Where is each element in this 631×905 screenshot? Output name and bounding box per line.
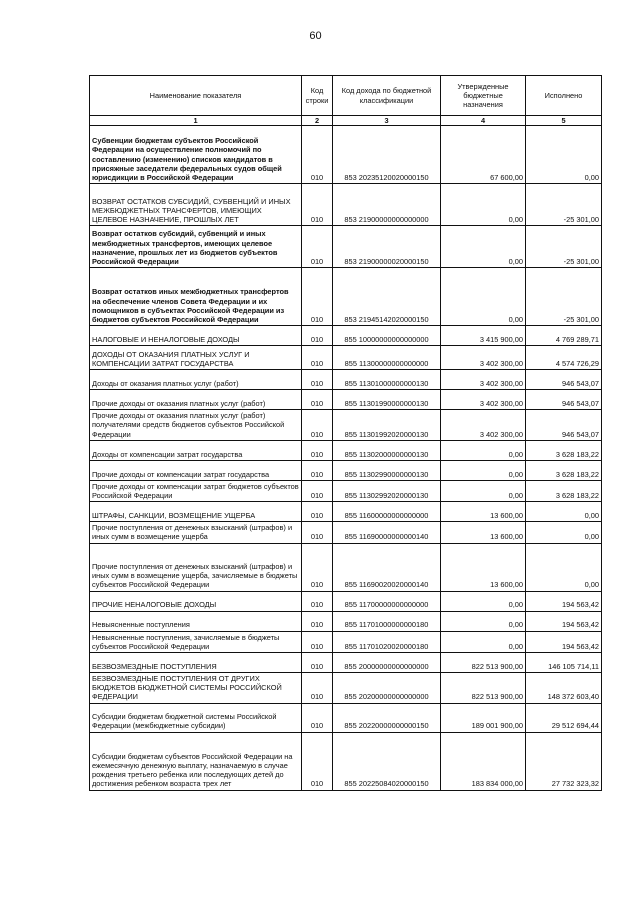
table-row (90, 732, 602, 790)
row-executed-amount: -25 301,00 (526, 184, 602, 226)
column-number: 5 (526, 116, 602, 126)
row-approved-amount: 3 402 300,00 (441, 370, 526, 390)
row-classification-code: 855 11301000000000130 (333, 370, 441, 390)
row-line-code: 010 (302, 346, 333, 370)
table-row (90, 591, 602, 611)
table-row (90, 480, 602, 501)
row-approved-amount: 0,00 (441, 591, 526, 611)
table-row (90, 522, 602, 543)
row-line-code: 010 (302, 653, 333, 673)
row-approved-amount: 3 402 300,00 (441, 410, 526, 441)
row-indicator-name: НАЛОГОВЫЕ И НЕНАЛОГОВЫЕ ДОХОДЫ (90, 326, 302, 346)
row-classification-code: 853 20235120020000150 (333, 126, 441, 184)
row-classification-code: 855 20220000000000150 (333, 703, 441, 732)
table-row (90, 370, 602, 390)
row-indicator-name: Возврат остатков субсидий, субвенций и иных межбюджетных трансфертов, имеющих целевое назначение, прошлых лет из бюджетов субъектов Российской Федерации (90, 226, 302, 268)
row-approved-amount: 0,00 (441, 440, 526, 460)
row-indicator-name: Прочие доходы от компенсации затрат государства (90, 460, 302, 480)
row-indicator-name: Невыясненные поступления (90, 611, 302, 631)
row-approved-amount: 13 600,00 (441, 543, 526, 591)
row-line-code: 010 (302, 440, 333, 460)
row-executed-amount: 146 105 714,11 (526, 653, 602, 673)
row-approved-amount: 0,00 (441, 460, 526, 480)
header-approved-amount: Утвержденные бюджетные назначения (441, 76, 526, 116)
row-executed-amount: 946 543,07 (526, 410, 602, 441)
row-line-code: 010 (302, 370, 333, 390)
row-classification-code: 855 11701020020000180 (333, 631, 441, 652)
row-executed-amount: 148 372 603,40 (526, 673, 602, 704)
row-executed-amount: 0,00 (526, 522, 602, 543)
row-line-code: 010 (302, 591, 333, 611)
row-indicator-name: ШТРАФЫ, САНКЦИИ, ВОЗМЕЩЕНИЕ УЩЕРБА (90, 502, 302, 522)
row-approved-amount: 13 600,00 (441, 522, 526, 543)
row-line-code: 010 (302, 522, 333, 543)
row-indicator-name: Субсидии бюджетам бюджетной системы Российской Федерации (межбюджетные субсидии) (90, 703, 302, 732)
row-approved-amount: 822 513 900,00 (441, 673, 526, 704)
row-classification-code: 855 11700000000000000 (333, 591, 441, 611)
row-line-code: 010 (302, 268, 333, 326)
row-line-code: 010 (302, 631, 333, 652)
row-executed-amount: 194 563,42 (526, 631, 602, 652)
row-line-code: 010 (302, 611, 333, 631)
row-classification-code: 853 21900000000000000 (333, 184, 441, 226)
row-indicator-name: Прочие доходы от компенсации затрат бюджетов субъектов Российской Федерации (90, 480, 302, 501)
row-line-code: 010 (302, 732, 333, 790)
row-indicator-name: Прочие доходы от оказания платных услуг (работ) (90, 390, 302, 410)
row-line-code: 010 (302, 703, 333, 732)
row-executed-amount: 194 563,42 (526, 611, 602, 631)
row-approved-amount: 189 001 900,00 (441, 703, 526, 732)
row-classification-code: 855 10000000000000000 (333, 326, 441, 346)
row-approved-amount: 822 513 900,00 (441, 653, 526, 673)
row-line-code: 010 (302, 480, 333, 501)
table-row (90, 390, 602, 410)
row-executed-amount: 29 512 694,44 (526, 703, 602, 732)
table-row (90, 440, 602, 460)
row-line-code: 010 (302, 502, 333, 522)
table-row (90, 126, 602, 184)
header-indicator-name: Наименование показателя (90, 76, 302, 116)
table-row (90, 410, 602, 441)
row-indicator-name: ПРОЧИЕ НЕНАЛОГОВЫЕ ДОХОДЫ (90, 591, 302, 611)
row-classification-code: 855 20200000000000000 (333, 673, 441, 704)
row-indicator-name: Субвенции бюджетам субъектов Российской Федерации на осуществление полномочий по составлению (изменению) списков кандидатов в присяжные заседатели федеральных судов общей юрисдикции в Российской Федерации (90, 126, 302, 184)
row-executed-amount: 4 769 289,71 (526, 326, 602, 346)
row-executed-amount: 194 563,42 (526, 591, 602, 611)
table-row (90, 184, 602, 226)
row-classification-code: 855 11690000000000140 (333, 522, 441, 543)
table-row (90, 268, 602, 326)
row-classification-code: 853 21945142020000150 (333, 268, 441, 326)
table-row (90, 346, 602, 370)
table-row (90, 673, 602, 704)
row-executed-amount: 0,00 (526, 502, 602, 522)
row-line-code: 010 (302, 126, 333, 184)
row-approved-amount: 67 600,00 (441, 126, 526, 184)
table-row (90, 653, 602, 673)
row-approved-amount: 0,00 (441, 611, 526, 631)
table-row (90, 543, 602, 591)
table-row (90, 703, 602, 732)
row-indicator-name: Доходы от оказания платных услуг (работ) (90, 370, 302, 390)
budget-revenue-table (89, 75, 602, 791)
row-executed-amount: 3 628 183,22 (526, 480, 602, 501)
row-classification-code: 855 20000000000000000 (333, 653, 441, 673)
row-line-code: 010 (302, 226, 333, 268)
row-line-code: 010 (302, 184, 333, 226)
row-classification-code: 855 11301990000000130 (333, 390, 441, 410)
row-executed-amount: 3 628 183,22 (526, 440, 602, 460)
column-number: 2 (302, 116, 333, 126)
row-classification-code: 855 11302000000000130 (333, 440, 441, 460)
row-executed-amount: 946 543,07 (526, 370, 602, 390)
row-executed-amount: -25 301,00 (526, 226, 602, 268)
row-executed-amount: 3 628 183,22 (526, 460, 602, 480)
row-approved-amount: 3 415 900,00 (441, 326, 526, 346)
header-row (90, 76, 602, 116)
row-executed-amount: 0,00 (526, 543, 602, 591)
row-approved-amount: 0,00 (441, 268, 526, 326)
row-indicator-name: Доходы от компенсации затрат государства (90, 440, 302, 460)
row-approved-amount: 0,00 (441, 226, 526, 268)
table-row (90, 326, 602, 346)
row-classification-code: 855 11301992020000130 (333, 410, 441, 441)
column-number: 3 (333, 116, 441, 126)
row-executed-amount: -25 301,00 (526, 268, 602, 326)
row-indicator-name: Невыясненные поступления, зачисляемые в бюджеты субъектов Российской Федерации (90, 631, 302, 652)
table-row (90, 631, 602, 652)
row-line-code: 010 (302, 390, 333, 410)
row-approved-amount: 3 402 300,00 (441, 346, 526, 370)
row-line-code: 010 (302, 543, 333, 591)
column-number: 1 (90, 116, 302, 126)
row-executed-amount: 0,00 (526, 126, 602, 184)
table-row (90, 460, 602, 480)
row-indicator-name: Субсидии бюджетам субъектов Российской Федерации на ежемесячную денежную выплату, назначаемую в случае рождения третьего ребенка или последующих детей до достижения ребенком возраста трех лет (90, 732, 302, 790)
row-indicator-name: Прочие поступления от денежных взысканий (штрафов) и иных сумм в возмещение ущерба, зачисляемые в бюджеты субъектов Российской Федерации (90, 543, 302, 591)
page-number: 60 (309, 30, 322, 42)
table-row (90, 502, 602, 522)
row-executed-amount: 4 574 726,29 (526, 346, 602, 370)
row-indicator-name: БЕЗВОЗМЕЗДНЫЕ ПОСТУПЛЕНИЯ ОТ ДРУГИХ БЮДЖЕТОВ БЮДЖЕТНОЙ СИСТЕМЫ РОССИЙСКОЙ ФЕДЕРАЦИИ (90, 673, 302, 704)
row-approved-amount: 13 600,00 (441, 502, 526, 522)
row-approved-amount: 3 402 300,00 (441, 390, 526, 410)
table-row (90, 226, 602, 268)
row-indicator-name: ВОЗВРАТ ОСТАТКОВ СУБСИДИЙ, СУБВЕНЦИЙ И ИНЫХ МЕЖБЮДЖЕТНЫХ ТРАНСФЕРТОВ, ИМЕЮЩИХ ЦЕЛЕВОЕ НАЗНАЧЕНИЕ, ПРОШЛЫХ ЛЕТ (90, 184, 302, 226)
row-approved-amount: 183 834 000,00 (441, 732, 526, 790)
table-row (90, 611, 602, 631)
column-number-row (90, 116, 602, 126)
row-indicator-name: ДОХОДЫ ОТ ОКАЗАНИЯ ПЛАТНЫХ УСЛУГ И КОМПЕНСАЦИИ ЗАТРАТ ГОСУДАРСТВА (90, 346, 302, 370)
row-classification-code: 855 11701000000000180 (333, 611, 441, 631)
row-classification-code: 855 11302992020000130 (333, 480, 441, 501)
row-classification-code: 855 11600000000000000 (333, 502, 441, 522)
header-line-code: Код строки (302, 76, 333, 116)
table-body (90, 126, 602, 790)
row-classification-code: 855 11300000000000000 (333, 346, 441, 370)
row-indicator-name: Прочие доходы от оказания платных услуг (работ) получателями средств бюджетов субъектов Российской Федерации (90, 410, 302, 441)
row-line-code: 010 (302, 460, 333, 480)
row-line-code: 010 (302, 673, 333, 704)
row-approved-amount: 0,00 (441, 184, 526, 226)
column-number: 4 (441, 116, 526, 126)
row-line-code: 010 (302, 326, 333, 346)
row-approved-amount: 0,00 (441, 631, 526, 652)
row-classification-code: 853 21900000020000150 (333, 226, 441, 268)
row-approved-amount: 0,00 (441, 480, 526, 501)
row-executed-amount: 27 732 323,32 (526, 732, 602, 790)
row-indicator-name: Прочие поступления от денежных взысканий (штрафов) и иных сумм в возмещение ущерба (90, 522, 302, 543)
row-classification-code: 855 11302990000000130 (333, 460, 441, 480)
row-indicator-name: Возврат остатков иных межбюджетных трансфертов на обеспечение членов Совета Федерации и их помощников в субъектах Российской Федерации из бюджетов субъектов Российской Федерации (90, 268, 302, 326)
row-executed-amount: 946 543,07 (526, 390, 602, 410)
row-classification-code: 855 11690020020000140 (333, 543, 441, 591)
row-line-code: 010 (302, 410, 333, 441)
header-budget-classification-code: Код дохода по бюджетной классификации (333, 76, 441, 116)
row-classification-code: 855 20225084020000150 (333, 732, 441, 790)
row-indicator-name: БЕЗВОЗМЕЗДНЫЕ ПОСТУПЛЕНИЯ (90, 653, 302, 673)
header-executed-amount: Исполнено (526, 76, 602, 116)
